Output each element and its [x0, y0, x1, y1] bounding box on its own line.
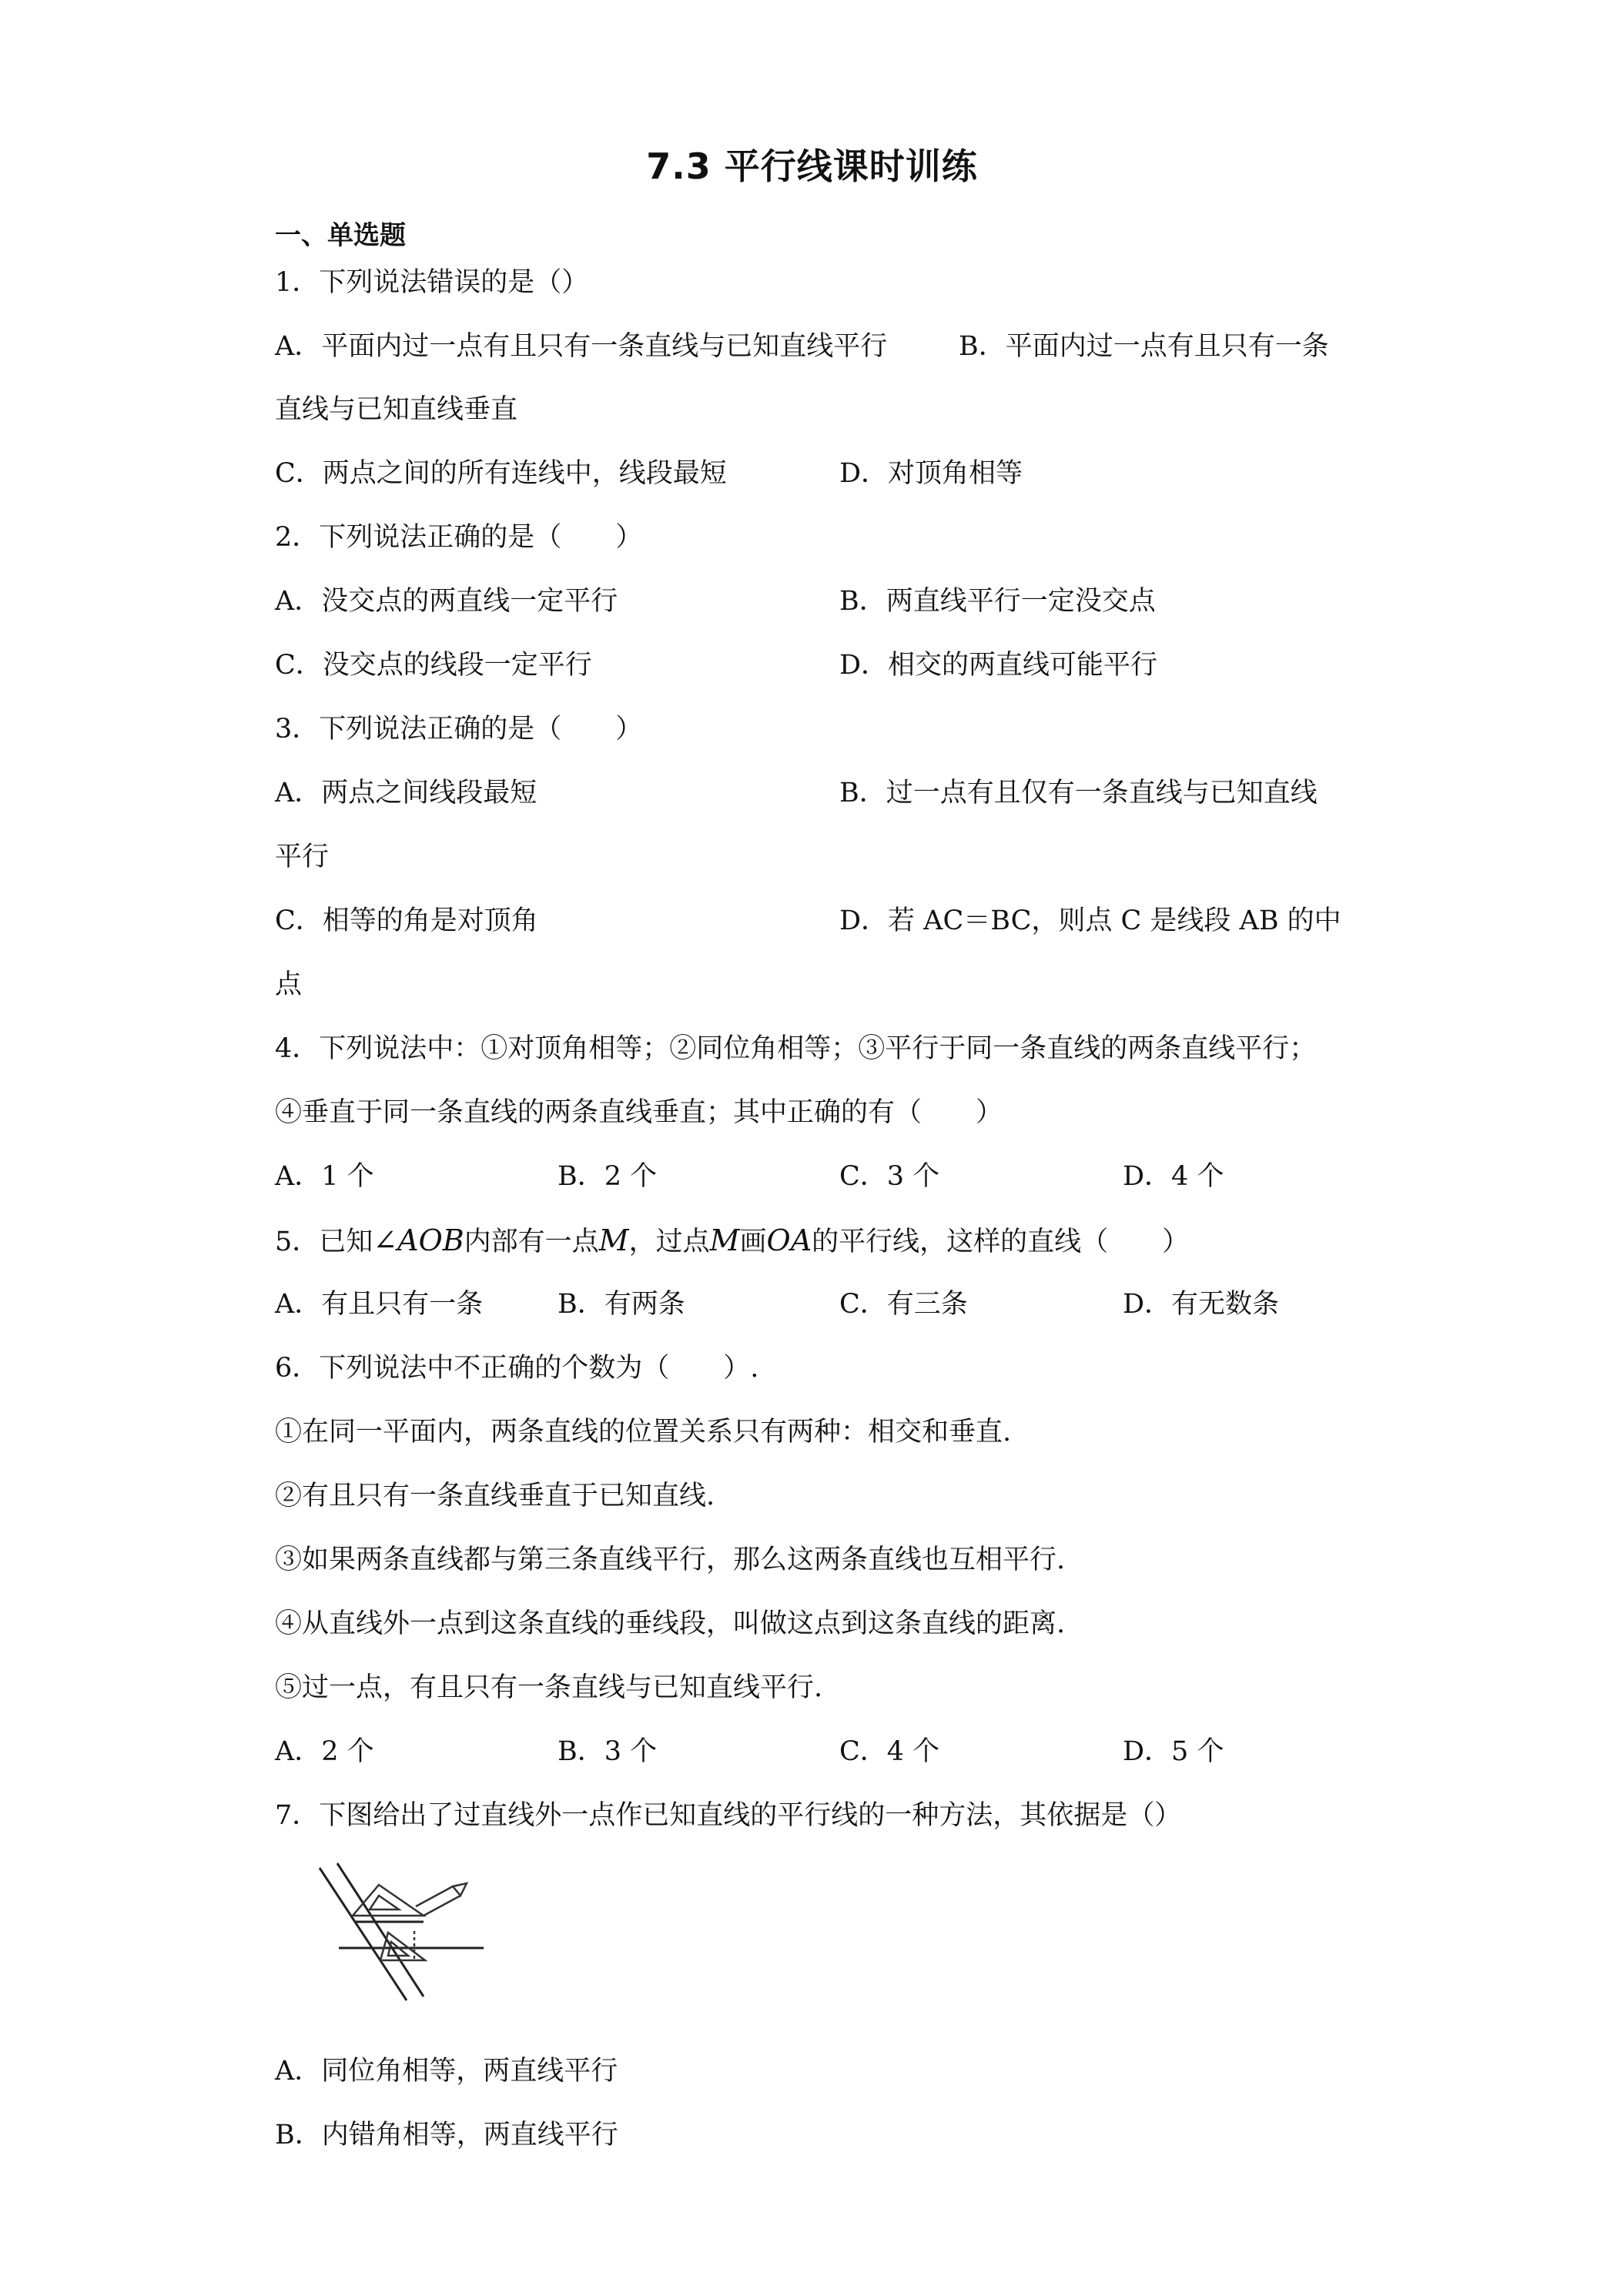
q3-option-d-continued: 点	[275, 969, 303, 1000]
q4-option-a: A．1 个	[275, 1161, 374, 1192]
q6-stem: 6．下列说法中不正确的个数为（ ）.	[275, 1353, 759, 1384]
q5-stem-part-4: 画	[739, 1227, 767, 1257]
q5-stem	[275, 1223, 1189, 1259]
q4-option-c: C．3 个	[839, 1161, 940, 1192]
q6-statement-3: ③如果两条直线都与第三条直线平行，那么这两条直线也互相平行.	[275, 1545, 1066, 1575]
q6-option-d: D．5 个	[1123, 1736, 1224, 1767]
q6-option-c: C．4 个	[839, 1736, 940, 1767]
pencil-shape	[416, 1883, 467, 1916]
q2-option-a: A．没交点的两直线一定平行	[275, 586, 618, 617]
q4-option-d: D．4 个	[1123, 1161, 1224, 1192]
q4-stem: 4．下列说法中：①对顶角相等；②同位角相等；③平行于同一条直线的两条直线平行；	[275, 1033, 1317, 1064]
q5-option-d: D．有无数条	[1123, 1289, 1280, 1320]
lower-set-square	[380, 1931, 425, 1960]
q6-statement-1: ①在同一平面内，两条直线的位置关系只有两种：相交和垂直.	[275, 1417, 1012, 1448]
q5-option-a: A．有且只有一条	[275, 1289, 484, 1320]
q6-statement-4: ④从直线外一点到这条直线的垂线段，叫做这点到这条直线的距离.	[275, 1608, 1066, 1639]
q5-stem-part-2: 内部有一点	[464, 1227, 599, 1257]
q5-stem-part-5: 的平行线，这样的直线（ ）	[812, 1227, 1190, 1257]
q1-stem: 1．下列说法错误的是（）	[275, 267, 589, 298]
ruler-shape	[320, 1863, 424, 2000]
q6-statement-2: ②有且只有一条直线垂直于已知直线.	[275, 1481, 715, 1511]
q3-option-a: A．两点之间线段最短	[275, 778, 537, 808]
q5-stem-part-1: 5．已知	[275, 1227, 373, 1257]
q4-stem-continued: ④垂直于同一条直线的两条直线垂直；其中正确的有（ ）	[275, 1097, 1003, 1128]
q7-stem: 7．下图给出了过直线外一点作已知直线的平行线的一种方法，其依据是（）	[275, 1800, 1182, 1831]
q3-option-b: B．过一点有且仅有一条直线与已知直线	[839, 778, 1318, 808]
q3-option-d: D．若 AC＝BC，则点 C 是线段 AB 的中	[839, 905, 1341, 936]
q1-option-c: C．两点之间的所有连线中，线段最短	[275, 458, 727, 489]
parallel-lines	[339, 1922, 484, 1948]
q2-option-b: B．两直线平行一定没交点	[839, 586, 1156, 617]
q6-option-b: B．3 个	[558, 1736, 658, 1767]
q5-option-b: B．有两条	[558, 1289, 685, 1320]
upper-set-square	[353, 1885, 424, 1916]
q2-option-d: D．相交的两直线可能平行	[839, 650, 1158, 681]
q5-angle-aob: ∠AOB	[373, 1223, 464, 1257]
q5-point-m: M	[598, 1223, 629, 1257]
q7-option-b: B．内错角相等，两直线平行	[275, 2120, 618, 2150]
q4-option-b: B．2 个	[558, 1161, 658, 1192]
q3-option-c: C．相等的角是对顶角	[275, 905, 538, 936]
q3-option-b-continued: 平行	[275, 842, 330, 872]
q1-option-d: D．对顶角相等	[839, 458, 1023, 489]
q5-stem-part-3: ，过点	[628, 1227, 710, 1257]
q1-option-b-continued: 直线与已知直线垂直	[275, 394, 518, 425]
q2-option-c: C．没交点的线段一定平行	[275, 650, 592, 681]
page-title: 7.3 平行线课时训练	[646, 146, 978, 187]
q6-option-a: A．2 个	[275, 1736, 374, 1767]
q7-option-a: A．同位角相等，两直线平行	[275, 2056, 618, 2087]
section-heading: 一、单选题	[275, 220, 406, 251]
q1-option-b: B．平面内过一点有且只有一条	[959, 331, 1329, 362]
q5-segment-oa: OA	[766, 1223, 812, 1257]
q1-option-a: A．平面内过一点有且只有一条直线与已知直线平行	[275, 331, 888, 362]
q3-stem: 3．下列说法正确的是（ ）	[275, 714, 643, 745]
q6-statement-5: ⑤过一点，有且只有一条直线与已知直线平行.	[275, 1672, 823, 1703]
q2-stem: 2．下列说法正确的是（ ）	[275, 522, 643, 553]
q5-point-m-2: M	[709, 1223, 740, 1257]
q5-option-c: C．有三条	[839, 1289, 968, 1320]
set-square-ruler-figure	[308, 1862, 493, 2008]
